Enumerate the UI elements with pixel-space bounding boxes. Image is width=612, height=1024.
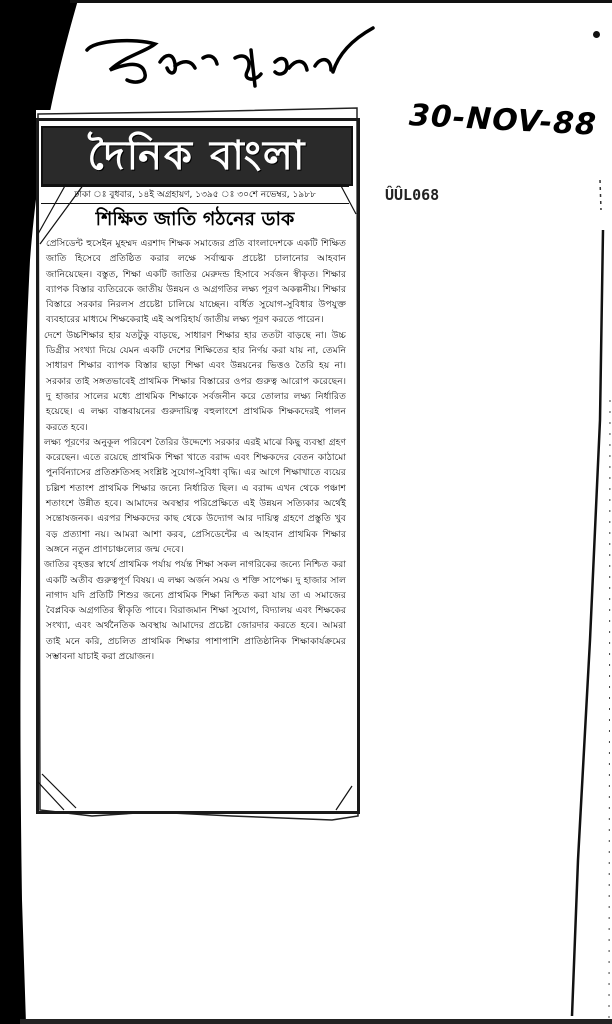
handwritten-newspaper-name (75, 22, 385, 92)
ink-speck (593, 31, 600, 38)
paragraph: জাতির বৃহত্তর স্বার্থে প্রাথমিক পর্যায় পর্যন্ত শিক্ষা সকল নাগরিকের জন্যে নিশ্চিত করা একটি অতীব গুরুত্বপূর্ণ বিষয়। এ লক্ষ্য অর্জন সময় ও শক্তি সাপেক্ষ। দু হাজার সাল নাগাদ যদি প্রতিটি শিশুর জন্যে প্রাথমিক শিক্ষা নিশ্চিত করা যায় তা এ সমাজের বৈপ্লবিক অগ্রগতির স্বীকৃতি পাবে। বিরাজমান শিক্ষা সুযোগ, বিদ্যালয় এবং শিক্ষকের সংখ্যা, এবং অর্থনৈতিক অবস্থায় আমাদের প্রচেষ্টা জোরদার করতে হবে। আমরা তাই মনে করি, প্রচলিত প্রাথমিক শিক্ষার পাশাপাশি প্রাতিষ্ঠানিক শিক্ষাকার্যক্রমের সম্ভাবনা যাচাই করা প্রয়োজন। (44, 559, 346, 663)
page-top-edge (70, 0, 612, 3)
paragraph: লক্ষ্য পূরণের অনুকূল পরিবেশ তৈরির উদ্দেশ্যে সরকার এরই মাঝে কিছু ব্যবস্থা গ্রহণ করেছেন। এতে রয়েছে প্রাথমিক শিক্ষা খাতে বরাদ্দ এবং শিক্ষকদের বেতন কাঠামো পুনর্বিন্যাসের প্রতিশ্রুতিসহ সংশ্লিষ্ট সুযোগ-সুবিধা বৃদ্ধি। এর আগে শিক্ষাখাতে ব্যয়ের চল্লিশ শতাংশ প্রাথমিক শিক্ষার জন্যে নির্ধারিত ছিল। এ বরাদ্দ এখন থেকে পঞ্চাশ শতাংশে উন্নীত হবে। আমাদের অবস্থার পরিপ্রেক্ষিতে এই উন্নয়ন সত্যিকার অর্থেই সন্তোষজনক। এরপর শিক্ষকদের কাছ থেকে উদ্যোগ আর দায়িত্ব গ্রহণে প্রস্তুতি খুব বড় প্রত্যাশা নয়। আমরা আশা করব, প্রেসিডেন্টের এ আহবান প্রাথমিক শিক্ষার অঙ্গনে নতুন প্রাণচাঞ্চল্যের জন্ম দেবে। (44, 436, 346, 555)
paragraph: প্রেসিডেন্ট হুসেইন মুহম্মদ এরশাদ শিক্ষক সমাজের প্রতি বাংলাদেশকে একটি শিক্ষিত জাতি হিসেবে প্রতিষ্ঠিত করার লক্ষে সর্বাত্মক প্রচেষ্টা চালানোর আহবান জানিয়েছেন। বস্তুত, শিক্ষা একটি জাতির মেরুদন্ড হিসাবে সর্বজন স্বীকৃত। শিক্ষার ব্যাপক বিস্তার ব্যতিরেকে জাতীয় উন্নয়ন ও অগ্রগতির লক্ষ্য পূরণ অকল্পনীয়। শিক্ষার বিস্তারে সরকার নিরলস প্রচেষ্টা চালিয়ে যাচ্ছেন। বর্ধিত সুযোগ-সুবিধার উপযুক্ত ব্যবহারের মাধ্যমে শিক্ষকেরাই এই অপরিহার্য জাতীয় লক্ষ্য পূরণ করতে পারেন। (46, 238, 346, 326)
editorial-body (44, 236, 346, 664)
newspaper-masthead (41, 126, 353, 186)
newspaper-clipping (36, 110, 358, 822)
page-bottom-edge (20, 1019, 612, 1024)
masthead-title: দৈনিক বাংলা (87, 132, 307, 179)
editorial-headline: শিক্ষিত জাতি গঠনের ডাক (95, 208, 295, 230)
archive-stamp-number: ÛÛL068 (385, 186, 440, 204)
paragraph: দেশে উচ্চশিক্ষার হার যতটুকু বাড়ছে, সাধারণ শিক্ষার হার ততটা বাড়ছে না। উচ্চ ডিগ্রীর সংখ্যা দিয়ে যেমন একটি দেশের শিক্ষিতের হার নির্ণয় করা যায় না, তেমনি সাধারণ শিক্ষার ব্যাপক বিস্তার ছাড়া শিক্ষা এবং উন্নয়নের ভিত্তও তৈরি হয় না। সরকার তাই সঙ্গতভাবেই প্রাথমিক শিক্ষার বিস্তারের ওপর গুরুত্ব আরোপ করেছেন। দু হাজার সালের মধ্যে প্রাথমিক শিক্ষাকে সর্বজনীন করে তোলার লক্ষ্য নির্ধারিত হয়েছে। এ লক্ষ্য বাস্তবায়নের গুরুদায়িত্ব বহুলাংশে প্রাথমিক শিক্ষকদেরই পালন করতে হবে। (44, 329, 346, 433)
handwritten-date: 30-NOV-88 (408, 98, 598, 143)
dateline: ঢাকা ঃ বুধবার, ১৪ই অগ্রহায়ণ, ১৩৯৫ ঃ ৩০শে নভেম্বর, ১৯৮৮ (41, 186, 349, 204)
